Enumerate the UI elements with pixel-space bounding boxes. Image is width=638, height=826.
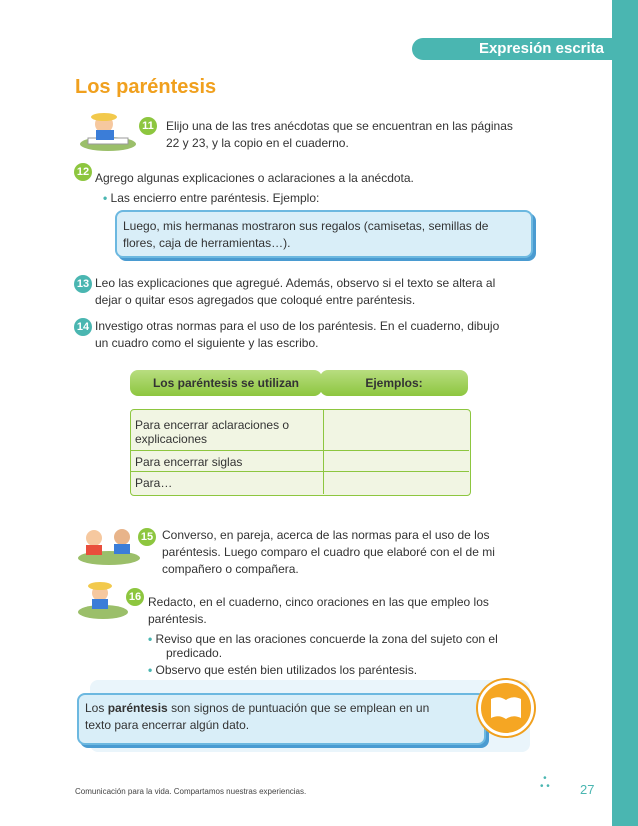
activity-text: un cuadro como el siguiente y las escribo.	[95, 336, 319, 350]
activity-text: Converso, en pareja, acerca de las normas para el uso de los	[162, 528, 490, 542]
page-title: Los paréntesis	[75, 76, 217, 98]
definition-text: Los paréntesis son signos de puntuación que se emplean en un texto para encerrar algún dato.	[85, 701, 430, 732]
activity-text: 22 y 23, y la copio en el cuaderno.	[166, 136, 349, 150]
activity-text: dejar o quitar esos agregados que coloqué entre paréntesis.	[95, 293, 416, 307]
table-cell: Para…	[135, 476, 173, 490]
side-strip	[612, 0, 638, 826]
boy-writing-icon	[76, 578, 130, 620]
activity-number: 13	[74, 275, 92, 293]
table-divider	[130, 450, 469, 451]
table-cell: Para encerrar siglas	[135, 455, 243, 469]
activity-text: paréntesis.	[148, 612, 207, 626]
footer-text: Comunicación para la vida. Compartamos nuestras experiencias.	[75, 787, 307, 796]
section-title: Expresión escrita	[478, 40, 604, 57]
activity-text: Leo las explicaciones que agregué. Además, observo si el texto se altera al	[95, 276, 496, 290]
activity-text: Investigo otras normas para el uso de los paréntesis. En el cuaderno, dibujo	[95, 319, 500, 333]
activity-text: Agrego algunas explicaciones o aclaraciones a la anécdota.	[95, 171, 414, 185]
table-header: Ejemplos:	[320, 370, 468, 396]
bullet-item: • Observo que estén bien utilizados los paréntesis.	[148, 663, 418, 677]
pair-talking-icon	[76, 520, 142, 566]
activity-text: compañero o compañera.	[162, 562, 299, 576]
table-header: Los paréntesis se utilizan	[130, 370, 322, 396]
example-text: Luego, mis hermanas mostraron sus regalos (camisetas, semillas de flores, caja de herramientas…).	[123, 219, 489, 250]
activity-number: 16	[126, 588, 144, 606]
dots-decoration: • • •	[540, 773, 550, 792]
activity-number: 15	[138, 528, 156, 546]
table-divider	[130, 471, 469, 472]
book-icon-badge	[478, 680, 534, 736]
bullet-item: • Reviso que en las oraciones concuerde la zona del sujeto con el	[148, 632, 498, 646]
activity-text: paréntesis. Luego comparo el cuadro que elaboré con el de mi	[162, 545, 495, 559]
table-divider	[323, 409, 324, 494]
bullet-item: • Las encierro entre paréntesis. Ejemplo:	[103, 191, 320, 205]
page-number: 27	[580, 782, 595, 797]
activity-text: Redacto, en el cuaderno, cinco oraciones en las que empleo los	[148, 595, 489, 609]
boy-writing-icon	[78, 108, 138, 152]
activity-number: 11	[139, 117, 157, 135]
bullet-item-cont: predicado.	[166, 646, 223, 660]
book-icon	[481, 683, 531, 733]
activity-text: Elijo una de las tres anécdotas que se encuentran en las páginas	[166, 119, 513, 133]
table-cell: Para encerrar aclaraciones o explicaciones	[135, 418, 290, 446]
activity-number: 12	[74, 163, 92, 181]
activity-number: 14	[74, 318, 92, 336]
